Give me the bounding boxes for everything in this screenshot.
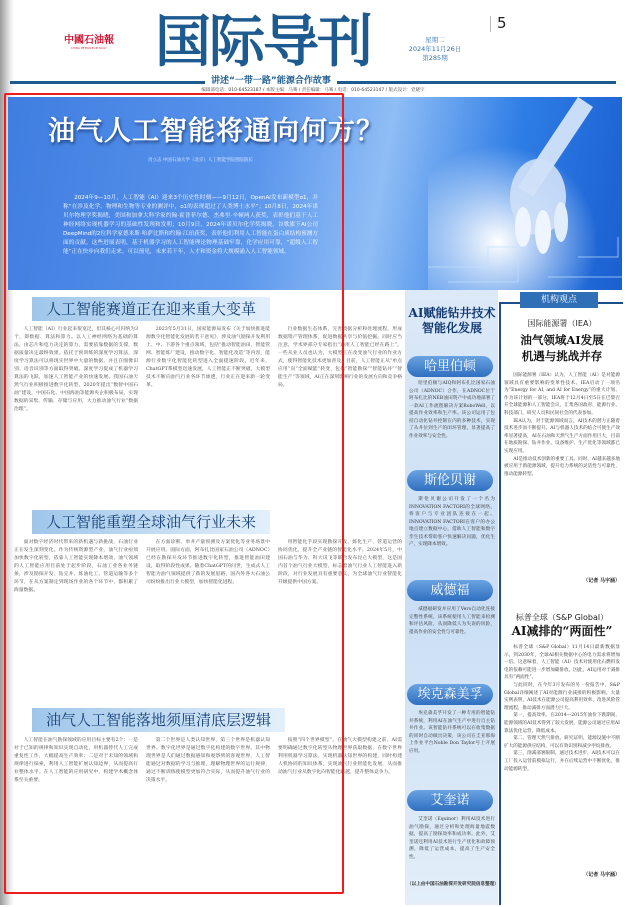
section-heading: 油气人工智能落地须厘清底层逻辑 (32, 708, 285, 732)
issue-info (400, 36, 470, 63)
company-tag-weatherford: 威德福 (407, 580, 493, 601)
section-heading: 人工智能重塑全球油气行业未来 (32, 510, 270, 534)
section-heading: 人工智能赛道正在迎来重大变革 (32, 297, 270, 321)
page-number: 5 (497, 14, 507, 32)
divider (490, 16, 491, 32)
article-section-1 (14, 297, 402, 518)
author-byline: 肖立志 中国石油大学（北京）人工智能学院创院院长 (148, 158, 253, 163)
reporter-signature: （记者 马宇涵） (583, 578, 620, 584)
company-tag-halliburton: 哈里伯顿 (407, 356, 493, 377)
article-headline: 机遇与挑战并存 (521, 349, 603, 363)
text-column: 按照“四个世界模型”，在油气大模型构建之前，AI需要明确通过数字化转型从物理世界获取数据，在数字世界利用机器学习算法，实现机器认知世界的构建，同时构建人机协同的知识体系，实现油气行业智能化发展，从而推动油气行业从数字化向智能化跨越，提升整体竞争力。 (278, 738, 402, 775)
logo-chinese: 中國石油報 (64, 35, 114, 46)
sidebar-title: AI赋能钻井技术智能化发展 (408, 306, 496, 335)
company-tag-equinor: 艾奎诺 (407, 790, 493, 811)
slogan: 讲述“一带一路”能源合作故事 (205, 76, 337, 87)
masthead-title: 国际导刊 (155, 10, 371, 75)
newspaper-logo (58, 34, 120, 51)
company-text: 斯伦贝谢公司开发了一个名为INNOVATION FACTORI的全球网络，将客户与专业团队连接在一起。INNOVATION FACTORI在客户的办公地点建立数据中心，借助人工智能和数字孪生技术帮助客户快速解决问题，优化生产，实现降本增效。 (409, 497, 495, 547)
text-column: 在方面诊断、单井产量预测及方案优化等业务场景中开展应用。国际方面，阿布扎比国家石油公司（ADNOC）已经在勘探开发环节推进数字化转型，推进智能油田建设，取得阶段性成果。随着ChatGPT的问世，生成式人工智能为油气领域提供了新的发展思路，国内外各大石油公司纷纷推出行业大模型，加快智能化进程。 (146, 540, 270, 585)
feature-title: 油气人工智能将通向何方？ (48, 116, 384, 147)
issue-date: 2024年11月26日 (408, 45, 462, 53)
sidebar-footnote: （以上由中国石油勘探开发研究院信息整理） (407, 882, 499, 887)
company-tag-exxonmobil: 埃克森美孚 (407, 684, 493, 705)
institution-views-tab: 机构观点 (520, 292, 598, 308)
iea-article (504, 318, 620, 585)
company-text: 哈里伯顿与AIQ和阿布扎比国家石油公司（ADNOC）合作，在ADNOC位于阿布扎比的NEB油田资产中成功地部署了一款AI工作流程解决方案RoboWell，以提高作业效率和生产率。该公司运用了包括自动化钻井控制在内的多种技术，实现了从井位到生产的闭环管理，显著提高了作业效率与安全性。 (409, 381, 495, 439)
feature-banner (8, 97, 622, 290)
article-body: 标普全球（S&P Global）11月14日最新数据显示，到2030年，全球AI相关数据中心的电力需求将增加一倍。这意味着，人工智能（AI）技术对使用化石燃料发电的依赖可能进一步增加碳排放。因此，AI运用对于减排具有“两面性”。 与此同时，在今年3月发布的另一份报告中，S&P Global详细阐述了AI对能源行业减排的积极影响。大量实例表明，AI技术在能源公司提高利用效率、改进风险管理流程、推动减排方面潜力巨大。 第一，提高效率。在2014—2015年油价下跌期间，能源领域的AI技术得到了较大发展，能源公司通过应用AI算法优化运营，降低成本。 第二，管理天然气排放。研究证明，能源设施中不断扩大的能源供应结构，可以有效识别和减少甲烷排放。 第三，削减部署限制。通过技术进步，AI技术可以在工厂投入运营前模拟运行，并在后续运营中不断优化，推动能源转型。 (504, 645, 620, 772)
sp-global-article (504, 612, 620, 879)
company-text: 艾奎诺（Equinor）利用AI技术进行油气勘探，通过分析和处理海量地震数据，提高了勘探效率和成功率。此外，艾奎诺还利用AI技术进行生产优化和故障预测，降低了运营成本，提高了生产安全性。 (409, 817, 495, 860)
lead-paragraph: 2024年9—10月，人工智能（AI）迎来3个历史性时刻——9月12日，OpenAI发布新模型o1，并称“在涉及化学、物理和生物等专业的测评中，o1的表现超过了人类博士水平”；10月8日，2024年诺贝尔物理学奖揭晓，美国和加拿大科学家约翰·霍普菲尔德、杰弗里·辛顿两人获奖，表彰他们基于人工神经网络实现机器学习的基础性发现和发明；10月9日，2024年诺贝尔化学奖揭晓，谷歌旗下AI公司DeepMind的2位科学家德米斯·哈萨比斯和约翰·江珀获奖，表彰他们利用人工智能在蛋白质结构预测方面的贡献。这些进展表明，基于机器学习的人工智能理论物理基础牢靠，化学应用可靠，“超级人工智能”正在快步向我们走来。可以预见，未来若干年，人才和资金将大规模涌入人工智能领域。 (63, 195, 318, 255)
article-source: 国际能源署（IEA） (527, 319, 597, 328)
article-section-2 (14, 510, 402, 719)
company-text: 埃克森美孚开发了一种专用的智能钻井系统，利用AI在油气生产中进行自主钻井作业。该智能钻井系统可以在收集数据的同时自动做出决策，该公司在圭亚那海上作业平台Noble Don Taylor号上开展应用。 (409, 711, 495, 754)
article-headline: AI减排的“两面性” (511, 624, 613, 638)
company-tag-slb: 斯伦贝谢 (407, 470, 493, 491)
text-column: 2023年5月31日，国家能源局发布《关于加快推进能源数字化智能化发展的若干意见》，涉及油气勘探开发利用上、中、下游各个重点领域，包括“推动智能油田、智能管网、智能炼厂建设，推动数字化、智能化改造”等内容，能源行业数字化智能化转型进入全面提速阶段。近年来，ChatGPT系模型迅速发展，人工智能正不断突破，大模型技术不断向油气行业各环节渗透，行业正在迎来新一轮变革。 (146, 327, 270, 388)
text-column: 第二个世界是人类认知世界，第三个世界是机器认知世界。数字化世界是通过数字化构建的数字世界。其中物理世界是人们通过数据感知和观察到的客观世界，人工智能通过对数据的学习与推理，理解物理世界的运行规律，通过不断训练使模型更加符合实际，从而提升油气行业的决策水平。 (146, 738, 270, 783)
article-body: 国际能源署（IEA）认为，人工智能（AI）是对能源领域具有重要影响的变革性技术。IEA启动了一项名为“Energy for AI, and AI for Energy”的重大计划，作为该计划的一部分，IEA将于12月4日至5日在巴黎召开全球能源和人工智能会议，汇集各国政府、能源行业、科技部门、研究人员和民间社会的代表参加。 IEA认为，对于能源领域而言，AI技术的潜力正随着技术进步而不断提升。AI与机器人技术的结合可使生产效率显著提高，AI在石油和天然气生产方面作用巨大，目前在地质勘探、钻井作业、设备维护、生产优化等领域都已实现应用。 AI是推动技术创新的重要工具。同时，AI越来越多地被应用于新能源领域，提升电力系统的灵活性与可靠性，推动能源转型。 (504, 373, 620, 477)
reporter-signature: （记者 马宇涵） (583, 872, 620, 878)
article-section-3 (14, 708, 402, 907)
weekday: 星期二 (425, 36, 445, 44)
text-column: 用智能化手段实现勘探开发、炼化生产、管道运营的协同优化，提升全产业链的智能化水平。2024年5月，中国石油与华为、科大讯飞等联合发布昆仑大模型，这是国内首个油气行业大模型，标志着油气行业人工智能进入新阶段，对行业发展具有重要意义，为全球油气行业智能化升级提供中国方案。 (278, 540, 402, 585)
logo-english: CHINA PETROLEUM DAILY (71, 47, 107, 50)
text-column: 面对数字经济时代带来的新机遇与新挑战，石油行业正在发生深刻变化。作为传统资源型产业，油气行业亟须加快数字化转型，依靠人工智能实现降本增效。油气领域的人工智能应用目前处于起步阶段，石油工业各业务链条，涉及勘探开发、钻完井、炼油化工、管道运输等多个环节，在从方案制定到现场作业的各个环节中，都积累了海量数据。 (14, 540, 138, 593)
company-text: 威德福研发并应用了Vero自动化连接完整性系统，该系统使用人工智能来检测和评估风险，从而降低人为失误的风险，提高作业的安全性与可靠性。 (409, 607, 495, 635)
editor-info: 编辑部电话：010-64523187 / 本版主编：马骞 / 责任编辑：马骞 / 电话：010-64523147 / 版式设计：党晓宇 (201, 88, 425, 93)
text-column: 人工智能（AI）行业起来很宽泛，但其核心可归纳为3个，即数据、算法和算力。以人工神经网络为基础的算法，由芯片和电力决定的算力，需要依靠数据的支撑，数据质量决定最终效果。依托于预训练的深度学习算法，深度学习算法可以将现实世界中大量的数据，并且在图像识别、语音识别等方面取得突破。深度学习促成了机器学习算法的飞跃，加速人工智能产业的快速发展。我国石油天然气行业积极推进数字化转型，2020年提出“数智中国石油”建设，中国石化、中国海油等能源央企积极布局，实现数据的采集、传输、存储与应用，大力推动油气行业“数据治理”。 (14, 327, 138, 412)
article-source: 标普全球（S&P Global） (515, 613, 609, 622)
text-column: 行业数据生态体系，完善数据分析和处理流程，形成数据资产管理体系，促进数据共享与价值挖掘。同时应当注意，学术界部分专家指出“通用人工智能已经在路上”。一些从业人员也认为，大模型正在改变油气行业的作业方式，使得智能化技术更加普及。目前，人工智能正从“单点应用”向“全面赋能”转变，包括“智能勘探”“智能钻井”“智能生产”等领域，AI正在深刻影响行业的发展方向和竞争格局。 (278, 327, 402, 388)
text-column: 人工智能在油气勘探领域的应用目标主要有2个：一是对于已知的规律和知识实现自动化，用机器替代人工完成重复性工作，大幅提高生产效率；二是对于未知的领域和规律进行探索，利用人工智能扩展认知边界，从而提高行业整体水平。在人工智能的应用研究中，构建学术概念体系至关重要。 (14, 738, 138, 783)
robot-hand-illustration (428, 97, 622, 290)
issue-number: 第285期 (422, 54, 448, 62)
article-headline: 油气领域AI发展 (520, 333, 604, 347)
